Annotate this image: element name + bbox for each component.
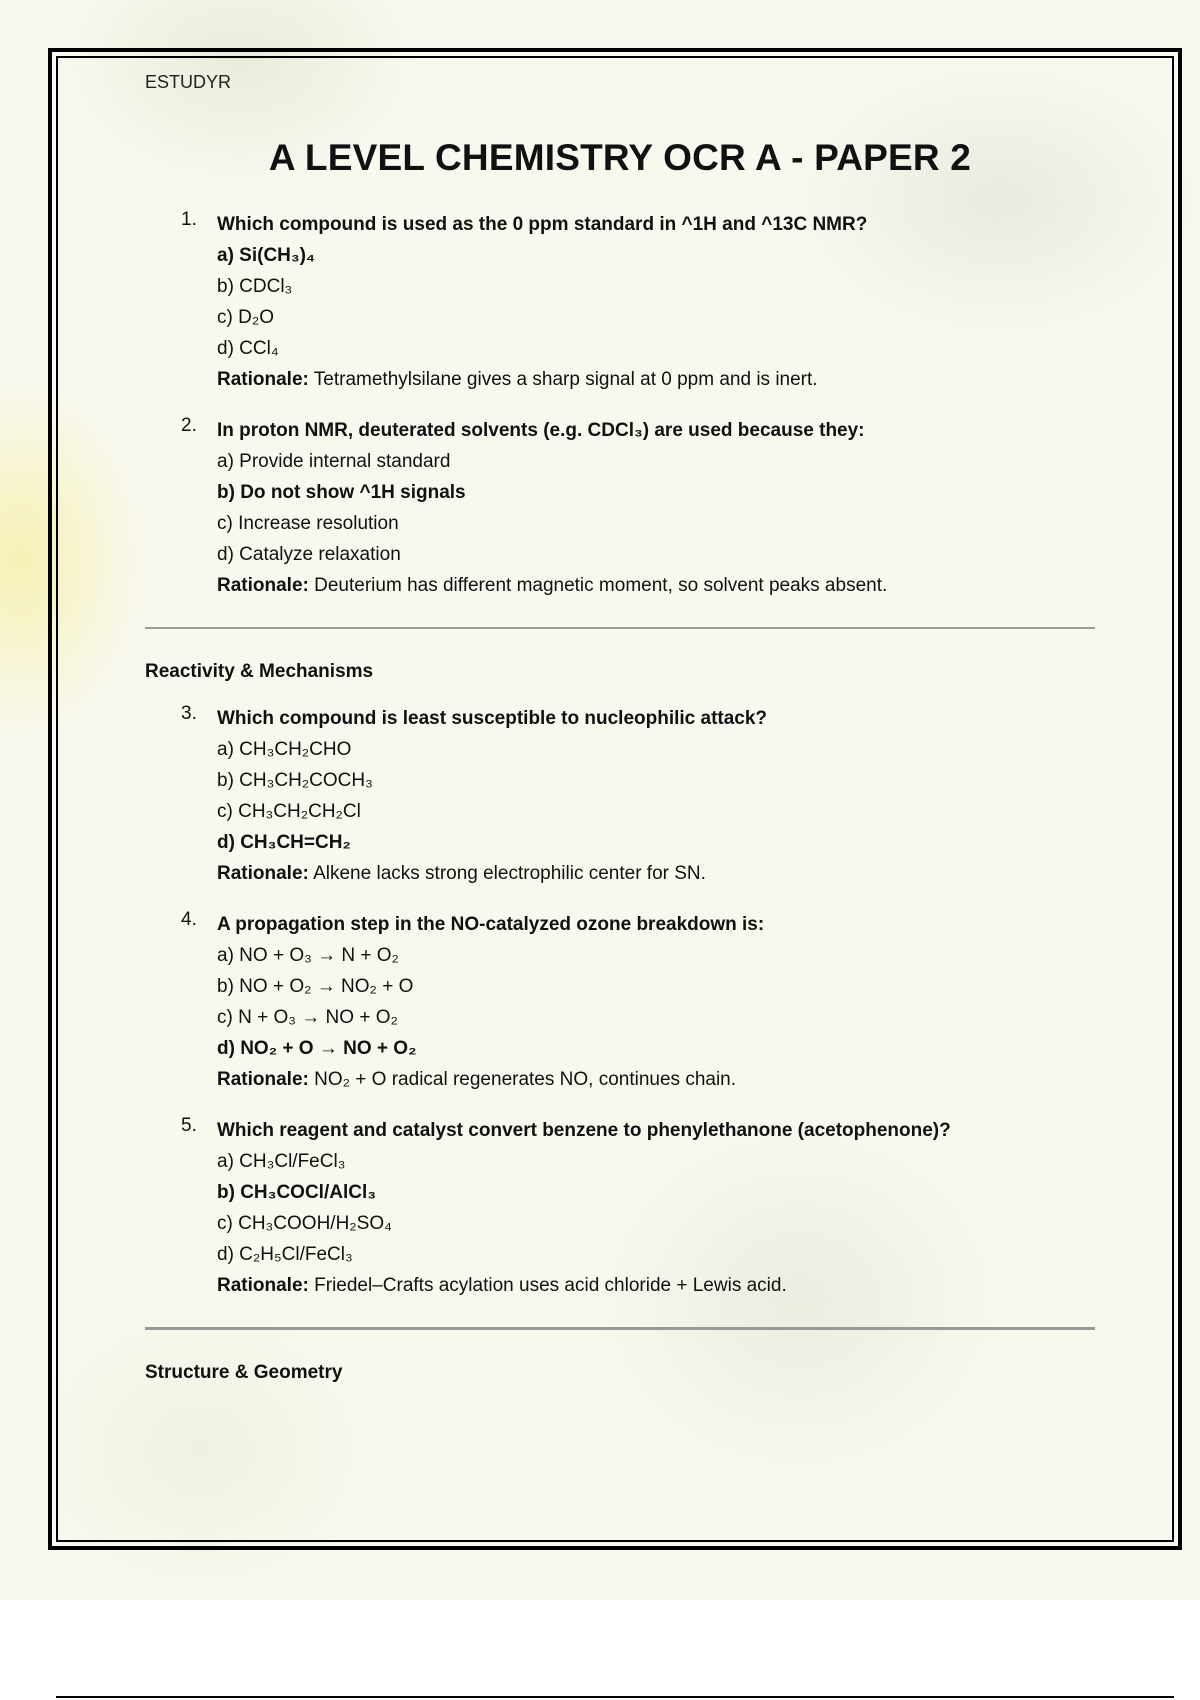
option-d: d) Catalyze relaxation [217,544,401,565]
section-title-reactivity: Reactivity & Mechanisms [145,661,374,682]
option-d-correct: d) CH₃CH=CH₂ [217,832,351,853]
rationale [217,858,1095,889]
question-text: Which compound is least susceptible to nucleophilic attack? [217,708,768,729]
rationale-label: Rationale: [217,575,309,596]
option-c: c) CH₃COOH/H₂SO₄ [217,1213,392,1234]
rationale-text: Tetramethylsilane gives a sharp signal at 0 ppm and is inert. [313,369,818,390]
section-divider [145,627,1095,629]
question-3 [145,703,1095,889]
question-2 [145,415,1095,601]
rationale [217,1064,1095,1095]
document-content [145,72,1095,1404]
rationale [217,1270,1095,1301]
option-c: c) N + O₃ → NO + O₂ [217,1007,398,1028]
option-d: d) C₂H₅Cl/FeCl₃ [217,1244,353,1265]
option-a: a) CH₃CH₂CHO [217,739,352,760]
question-text: A propagation step in the NO-catalyzed ozone breakdown is: [217,914,765,935]
option-b: b) NO + O₂ → NO₂ + O [217,976,414,997]
option-d-correct: d) NO₂ + O → NO + O₂ [217,1038,417,1059]
option-c: c) D₂O [217,307,274,328]
option-b: b) CDCl₃ [217,276,293,297]
question-number: 4. [181,909,197,930]
option-b: b) CH₃CH₂COCH₃ [217,770,373,791]
question-number: 2. [181,415,197,436]
option-b-correct: b) CH₃COCl/AlCl₃ [217,1182,377,1203]
question-text: Which compound is used as the 0 ppm standard in ^1H and ^13C NMR? [217,214,868,235]
question-5 [145,1115,1095,1301]
rationale-text: Friedel–Crafts acylation uses acid chloride + Lewis acid. [314,1275,787,1296]
rationale-text: Deuterium has different magnetic moment, so solvent peaks absent. [314,575,888,596]
rationale-label: Rationale: [217,863,309,884]
option-a: a) Provide internal standard [217,451,451,472]
option-a-correct: a) Si(CH₃)₄ [217,245,316,266]
rationale [217,364,1095,395]
rationale-label: Rationale: [217,1069,309,1090]
rationale-label: Rationale: [217,1275,309,1296]
option-d: d) CCl₄ [217,338,279,359]
option-c: c) Increase resolution [217,513,399,534]
brand-label: ESTUDYR [145,72,232,92]
section-title-structure: Structure & Geometry [145,1362,343,1383]
page-title: A LEVEL CHEMISTRY OCR A - PAPER 2 [268,137,972,178]
question-number: 1. [181,209,197,230]
footer-rule [56,1696,1174,1698]
question-number: 3. [181,703,197,724]
question-text: In proton NMR, deuterated solvents (e.g. CDCl₃) are used because they: [217,420,865,441]
option-a: a) CH₃Cl/FeCl₃ [217,1151,346,1172]
rationale-text: Alkene lacks strong electrophilic center for SN. [313,863,706,884]
rationale-text: NO₂ + O radical regenerates NO, continues chain. [314,1069,737,1090]
question-number: 5. [181,1115,197,1136]
rationale-label: Rationale: [217,369,309,390]
option-b-correct: b) Do not show ^1H signals [217,482,466,503]
question-text: Which reagent and catalyst convert benzene to phenylethanone (acetophenone)? [217,1120,951,1141]
rationale [217,570,1095,601]
option-a: a) NO + O₃ → N + O₂ [217,945,399,966]
section-divider [145,1327,1095,1330]
question-4 [145,909,1095,1095]
question-1 [145,209,1095,395]
option-c: c) CH₃CH₂CH₂Cl [217,801,361,822]
